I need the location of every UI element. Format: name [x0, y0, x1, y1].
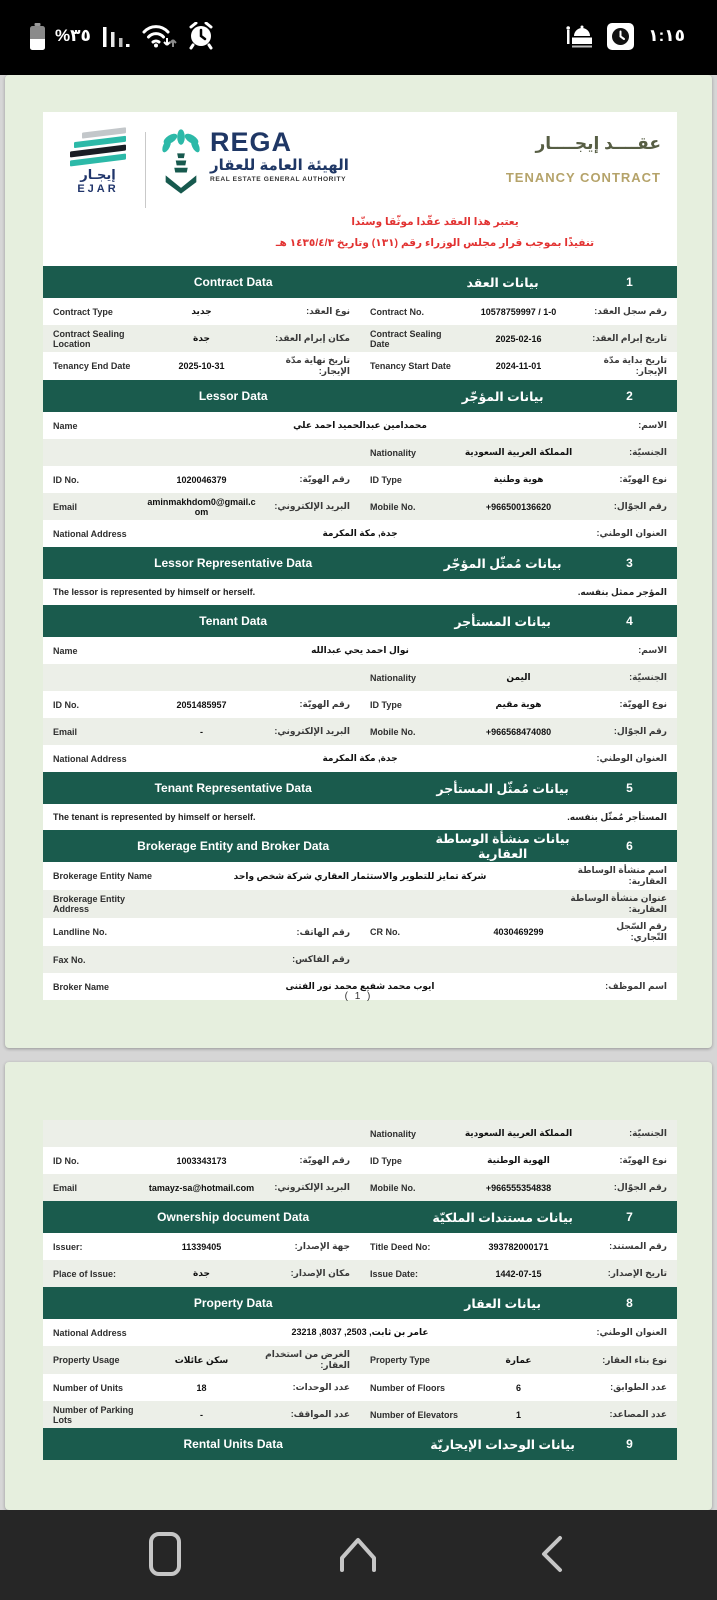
- field-label-en: CR No.: [370, 927, 400, 937]
- field-cell: [360, 1265, 677, 1282]
- field-label-ar: نوع العقد:: [306, 306, 350, 316]
- field-label-ar: عدد الطوابق:: [610, 1382, 667, 1392]
- field-label-ar: العنوان الوطني:: [596, 528, 667, 538]
- section-header: [43, 1287, 677, 1319]
- field-cell: [360, 303, 677, 320]
- section-number: 5: [626, 781, 633, 795]
- section-title-en: Rental Units Data: [183, 1437, 283, 1451]
- section-title-en: Tenant Representative Data: [154, 781, 312, 795]
- field-value: -: [200, 1409, 203, 1420]
- note-text-ar: المؤجر ممثل بنفسه.: [577, 586, 667, 597]
- field-cell: [360, 1179, 677, 1196]
- legal-notice-line2: تنفيذًا بموجب قرار مجلس الوزراء رقم (١٣١) وتاريخ ١٤٣٥/٤/٣ هـ: [275, 237, 595, 249]
- field-label-ar: الاسم:: [638, 420, 667, 430]
- table-row: [43, 890, 677, 918]
- field-label-ar: الجنسيّة:: [629, 1128, 667, 1138]
- field-label-en: Property Type: [370, 1355, 430, 1365]
- field-cell: [43, 642, 677, 659]
- table-row: [43, 862, 677, 890]
- field-label-en: Tenancy End Date: [53, 361, 131, 371]
- section-number: 8: [626, 1296, 633, 1310]
- field-label-en: Number of Floors: [370, 1382, 446, 1393]
- table-row: [43, 439, 677, 466]
- field-value: 2051485957: [176, 699, 227, 710]
- field-label-ar: البريد الإلكتروني:: [274, 726, 350, 736]
- field-label-en: Name: [53, 645, 78, 656]
- field-value: جدة, مكة المكرمة: [322, 528, 398, 538]
- field-label-en: Name: [53, 420, 78, 431]
- field-cell: [43, 1179, 360, 1196]
- mosque-notification-icon: [565, 22, 593, 50]
- contract-page-1: [5, 75, 712, 1048]
- field-value: ايوب محمد شفيع محمد نور الفتنى: [285, 981, 435, 991]
- rega-name: REGA: [210, 127, 293, 157]
- section-title-ar: بيانات مُمثّل المستأجر: [436, 781, 569, 796]
- field-label-en: Property Usage: [53, 1355, 120, 1365]
- contract-page-2: [5, 1062, 712, 1510]
- field-cell: [360, 352, 677, 380]
- field-cell: [43, 1379, 360, 1396]
- field-label-en: Mobile No.: [370, 726, 416, 737]
- section-title-ar: بيانات العقار: [464, 1296, 542, 1311]
- field-cell: [360, 1406, 677, 1423]
- section-number: 2: [626, 389, 633, 403]
- field-label-ar: رقم المستند:: [609, 1241, 667, 1251]
- field-label-ar: تاريخ بداية مدّة الإيجار:: [603, 355, 667, 376]
- field-label-ar: رقم الهاتف:: [296, 926, 350, 937]
- field-value: tamayz-sa@hotmail.com: [148, 1182, 255, 1193]
- representative-note-row: [43, 804, 677, 830]
- ejar-logo: [59, 128, 137, 195]
- field-label-en: Broker Name: [53, 981, 110, 992]
- field-label-ar: رقم الفاكس:: [292, 954, 350, 964]
- field-label-en: Mobile No.: [370, 501, 416, 512]
- pdf-viewer[interactable]: [0, 75, 717, 1510]
- field-label-en: Issue Date:: [370, 1268, 419, 1279]
- table-row: [43, 637, 677, 664]
- field-label-en: Brokerage Entity Address: [53, 894, 126, 914]
- table-row: [43, 493, 677, 520]
- field-cell: [360, 696, 677, 713]
- rega-palm-icon: [158, 128, 204, 194]
- field-cell: [43, 326, 360, 352]
- field-value: هوية وطنية: [493, 474, 544, 484]
- field-cell: [43, 723, 360, 740]
- field-label-en: Contract Sealing Location: [53, 328, 125, 349]
- battery-percent: %٣٥: [55, 26, 91, 45]
- section-title-ar: بيانات منشأة الوساطة العقارية: [435, 832, 570, 861]
- field-cell: [43, 1346, 360, 1374]
- field-cell: [360, 1152, 677, 1169]
- contract-title-ar: عقــــد إيجــــار: [535, 134, 661, 153]
- section-title-en: Lessor Data: [198, 389, 268, 403]
- recents-button[interactable]: [145, 1530, 185, 1581]
- field-label-en: ID Type: [370, 1155, 402, 1166]
- field-label-ar: نوع الهويّة:: [619, 699, 667, 709]
- alarm-icon: [187, 22, 215, 50]
- field-value: +966500136620: [485, 501, 552, 512]
- table-row: [43, 691, 677, 718]
- field-value: 1020046379: [176, 474, 227, 485]
- field-label-ar: نوع الهويّة:: [619, 1155, 667, 1165]
- field-label-ar: الاسم:: [638, 645, 667, 655]
- table-row: [43, 466, 677, 493]
- field-label-en: ID No.: [53, 474, 79, 485]
- field-label-ar: عدد المصاعد:: [609, 1409, 667, 1419]
- section-header: [43, 380, 677, 412]
- field-label-en: Mobile No.: [370, 1182, 416, 1193]
- section-title-ar: بيانات المستأجر: [454, 614, 551, 629]
- field-cell: [43, 494, 360, 520]
- field-label-ar: رقم الهويّة:: [299, 699, 350, 709]
- field-value: عمارة: [505, 1354, 532, 1365]
- section-title-en: Lessor Representative Data: [154, 556, 313, 570]
- field-label-en: Tenancy Start Date: [370, 361, 451, 371]
- rega-title-en: REAL ESTATE GENERAL AUTHORITY: [210, 176, 347, 184]
- field-cell: [43, 1324, 677, 1341]
- field-cell: [360, 1352, 677, 1369]
- field-cell: [360, 471, 677, 488]
- field-label-ar: العنوان الوطني:: [596, 753, 667, 763]
- table-row: [43, 946, 677, 973]
- battery-icon: [30, 23, 45, 50]
- section-header: [43, 1428, 677, 1460]
- field-label-ar: رقم الجوّال:: [613, 1182, 667, 1192]
- section-number: 3: [626, 556, 633, 570]
- field-label-en: Fax No.: [53, 954, 86, 965]
- field-cell: [43, 951, 360, 968]
- section-header: [43, 1201, 677, 1233]
- field-label-ar: رقم السّجل التّجاري:: [616, 921, 667, 942]
- table-row: [43, 298, 677, 325]
- field-label-ar: تاريخ إبرام العقد:: [592, 333, 667, 343]
- field-value: +966555354838: [485, 1182, 552, 1193]
- recents-icon: [145, 1530, 185, 1578]
- field-value: 18: [196, 1382, 207, 1393]
- field-value: 4030469299: [493, 927, 544, 937]
- home-icon: [334, 1530, 382, 1578]
- section-number: 9: [626, 1437, 633, 1451]
- ejar-logo-mark: [70, 130, 126, 163]
- field-label-ar: جهة الإصدار:: [294, 1241, 350, 1251]
- status-bar: [0, 0, 717, 75]
- field-cell: [360, 669, 677, 686]
- field-label-ar: تاريخ الإصدار:: [607, 1268, 667, 1278]
- table-row: [43, 1260, 677, 1287]
- table-row: [43, 1374, 677, 1401]
- table-row: [43, 325, 677, 352]
- field-label-ar: العنوان الوطني:: [596, 1327, 667, 1337]
- note-text-en: The tenant is represented by himself or herself.: [53, 812, 256, 822]
- field-value: نوال احمد يحي عبدالله: [311, 645, 409, 655]
- section-header: [43, 605, 677, 637]
- field-value: عامر بن ثابت, 2503, 8037, 23218: [291, 1327, 429, 1337]
- field-label-en: Number of Units: [53, 1382, 124, 1393]
- field-label-en: Place of Issue:: [53, 1268, 117, 1279]
- field-value: 393782000171: [488, 1241, 549, 1252]
- field-value: هوية مقيم: [495, 699, 542, 709]
- field-value: 2024-11-01: [495, 361, 542, 371]
- field-cell: [43, 1152, 360, 1169]
- field-cell: [360, 498, 677, 515]
- field-label-ar: الجنسيّة:: [629, 672, 667, 682]
- field-label-ar: الغرض من استخدام العقار:: [265, 1349, 350, 1370]
- field-cell: [43, 750, 677, 767]
- section-title-en: Property Data: [193, 1296, 273, 1310]
- field-label-ar: نوع الهويّة:: [619, 474, 667, 484]
- section-title-ar: بيانات مستندات الملكيّة: [432, 1210, 573, 1225]
- page-number: ( 1 ): [344, 991, 373, 1002]
- field-cell: [360, 326, 677, 352]
- section-title-en: Contract Data: [193, 275, 273, 289]
- table-row: [43, 745, 677, 772]
- field-label-en: National Address: [53, 1327, 127, 1338]
- table-row: [43, 1120, 677, 1147]
- clock-app-icon: [607, 23, 634, 50]
- field-cell: [43, 525, 677, 542]
- rega-title-ar: الهيئة العامة للعقار: [210, 157, 349, 175]
- legal-notice-line1: يعتبر هذا العقد عقّدا موثّقا وسنّدا: [351, 216, 519, 228]
- field-label-en: National Address: [53, 753, 127, 764]
- section-number: 1: [626, 275, 633, 289]
- field-value: المملكة العربية السعودية: [464, 1128, 573, 1138]
- field-label-ar: البريد الإلكتروني:: [274, 1182, 350, 1192]
- field-value: المملكة العربية السعودية: [464, 447, 573, 457]
- section-number: 4: [626, 614, 633, 628]
- signal-icon: [101, 23, 131, 49]
- note-text-ar: المستأجر مُمثّل بنفسه.: [567, 811, 667, 822]
- field-label-ar: رقم الهويّة:: [299, 474, 350, 484]
- contract-title-en: TENANCY CONTRACT: [505, 170, 661, 185]
- wifi-icon: [141, 22, 177, 50]
- field-cell: [43, 417, 677, 434]
- table-row: [43, 352, 677, 380]
- field-label-ar: عدد المواقف:: [290, 1409, 350, 1419]
- field-label-en: Email: [53, 1182, 78, 1193]
- field-label-ar: البريد الإلكتروني:: [274, 501, 350, 511]
- field-label-en: Contract No.: [370, 306, 424, 317]
- field-label-ar: مكان إبرام العقد:: [275, 333, 350, 343]
- field-cell: [360, 1125, 677, 1142]
- field-cell: [360, 444, 677, 461]
- field-label-en: Title Deed No:: [370, 1241, 431, 1252]
- field-label-en: Email: [53, 726, 78, 737]
- field-cell: [360, 723, 677, 740]
- field-label-en: National Address: [53, 528, 127, 539]
- section-title-en: Brokerage Entity and Broker Data: [137, 839, 330, 853]
- table-row: [43, 1147, 677, 1174]
- table-row: [43, 412, 677, 439]
- table-row: [43, 520, 677, 547]
- field-label-en: Number of Elevators: [370, 1409, 459, 1420]
- field-cell: [43, 1238, 360, 1255]
- table-row: [43, 918, 677, 946]
- header-divider: [145, 132, 146, 208]
- field-value: aminmakhdom0@gmail.com: [147, 496, 256, 517]
- field-label-ar: عنوان منشأة الوساطة العقارية:: [570, 893, 667, 914]
- field-label-ar: الجنسيّة:: [629, 447, 667, 457]
- field-label-ar: مكان الإصدار:: [290, 1268, 350, 1278]
- field-value: 2025-10-31: [178, 361, 225, 371]
- field-value: اليمن: [506, 672, 531, 682]
- home-button[interactable]: [334, 1530, 382, 1581]
- field-value: 1003343173: [176, 1155, 227, 1166]
- field-cell: [360, 1238, 677, 1255]
- field-label-en: Nationality: [370, 1128, 417, 1139]
- field-cell: [43, 890, 677, 918]
- field-label-ar: تاريخ نهاية مدّة الإيجار:: [285, 355, 350, 376]
- table-row: [43, 718, 677, 745]
- field-value: سكن عائلات: [174, 1354, 229, 1365]
- section-header: [43, 266, 677, 298]
- field-cell: [43, 696, 360, 713]
- field-cell: [43, 352, 360, 380]
- table-row: [43, 1174, 677, 1201]
- table-row: [43, 1346, 677, 1374]
- section-title-ar: بيانات الوحدات الإيجاريّة: [430, 1437, 575, 1452]
- document-header: [43, 112, 677, 210]
- section-title-ar: بيانات المؤجّر: [461, 389, 544, 404]
- field-label-en: ID No.: [53, 699, 79, 710]
- ejar-name-en: EJAR: [77, 183, 119, 195]
- section-title-en: Ownership document Data: [157, 1210, 310, 1224]
- field-label-en: Contract Type: [53, 306, 113, 317]
- android-nav-bar: [0, 1510, 717, 1600]
- field-value: 2025-02-16: [495, 333, 542, 344]
- section-header: [43, 772, 677, 804]
- field-label-en: Nationality: [370, 672, 417, 683]
- table-row: [43, 664, 677, 691]
- field-label-en: Landline No.: [53, 927, 107, 937]
- field-value: شركة تمايز للتطوير والاستثمار العقاري شركة شخص واحد: [233, 870, 487, 881]
- section-title-ar: بيانات مُمثّل المؤجّر: [443, 556, 562, 571]
- representative-note-row: [43, 579, 677, 605]
- table-row: [43, 1401, 677, 1428]
- field-label-ar: نوع بناء العقار:: [602, 1354, 667, 1365]
- section-title-en: Tenant Data: [199, 614, 268, 628]
- field-cell: [43, 862, 677, 890]
- field-label-ar: رقم سجل العقد:: [594, 306, 667, 316]
- field-label-en: Brokerage Entity Name: [53, 871, 153, 881]
- section-number: 7: [626, 1210, 633, 1224]
- field-cell: [43, 471, 360, 488]
- field-label-en: Contract Sealing Date: [370, 328, 442, 349]
- field-value: جدة: [193, 333, 210, 343]
- field-label-en: ID Type: [370, 699, 402, 710]
- back-icon: [532, 1530, 572, 1578]
- field-label-ar: اسم الموظف:: [605, 981, 667, 991]
- field-cell: [43, 303, 360, 320]
- table-row: [43, 1319, 677, 1346]
- field-label-en: ID No.: [53, 1155, 79, 1166]
- field-label-en: Number of Parking Lots: [53, 1404, 134, 1425]
- field-label-ar: اسم منشأة الوساطة العقارية:: [577, 865, 667, 886]
- field-value: +966568474080: [485, 726, 552, 737]
- field-value: الهوية الوطنية: [487, 1155, 550, 1165]
- field-value: 1442-07-15: [495, 1268, 542, 1279]
- field-value: -: [200, 726, 203, 737]
- legal-notice: [43, 210, 677, 266]
- section-title-ar: بيانات العقد: [466, 275, 539, 290]
- field-label-ar: عدد الوحدات:: [292, 1382, 350, 1392]
- field-label-en: Issuer:: [53, 1241, 83, 1252]
- field-value: 11339405: [181, 1241, 222, 1252]
- section-header: [43, 547, 677, 579]
- section-header: [43, 830, 677, 862]
- field-value: محمدامين عبدالحميد احمد علي: [293, 420, 427, 430]
- field-value: جدة: [193, 1268, 210, 1278]
- field-label-en: Nationality: [370, 447, 417, 458]
- field-cell: [360, 1379, 677, 1396]
- field-label-ar: رقم الجوّال:: [613, 726, 667, 736]
- field-value: 6: [515, 1382, 521, 1393]
- field-value: جديد: [191, 306, 212, 316]
- field-cell: [360, 918, 677, 946]
- status-time: ١:١٥: [648, 26, 685, 45]
- table-row: [43, 1233, 677, 1260]
- section-number: 6: [626, 839, 633, 853]
- ejar-name-ar: إيجـار: [80, 167, 116, 182]
- field-cell: [43, 1402, 360, 1428]
- rega-logo: [158, 128, 349, 194]
- field-label-en: Email: [53, 501, 78, 512]
- field-cell: [43, 1265, 360, 1282]
- field-cell: [43, 924, 360, 941]
- back-button[interactable]: [532, 1530, 572, 1581]
- note-text-en: The lessor is represented by himself or herself.: [53, 587, 256, 597]
- field-value: 1: [515, 1409, 521, 1420]
- field-label-ar: رقم الجوّال:: [613, 501, 667, 511]
- field-label-en: ID Type: [370, 474, 402, 485]
- field-label-ar: رقم الهويّة:: [299, 1155, 350, 1165]
- field-value: جدة, مكة المكرمة: [322, 753, 398, 763]
- field-value: 10578759997 / 1-0: [480, 306, 557, 317]
